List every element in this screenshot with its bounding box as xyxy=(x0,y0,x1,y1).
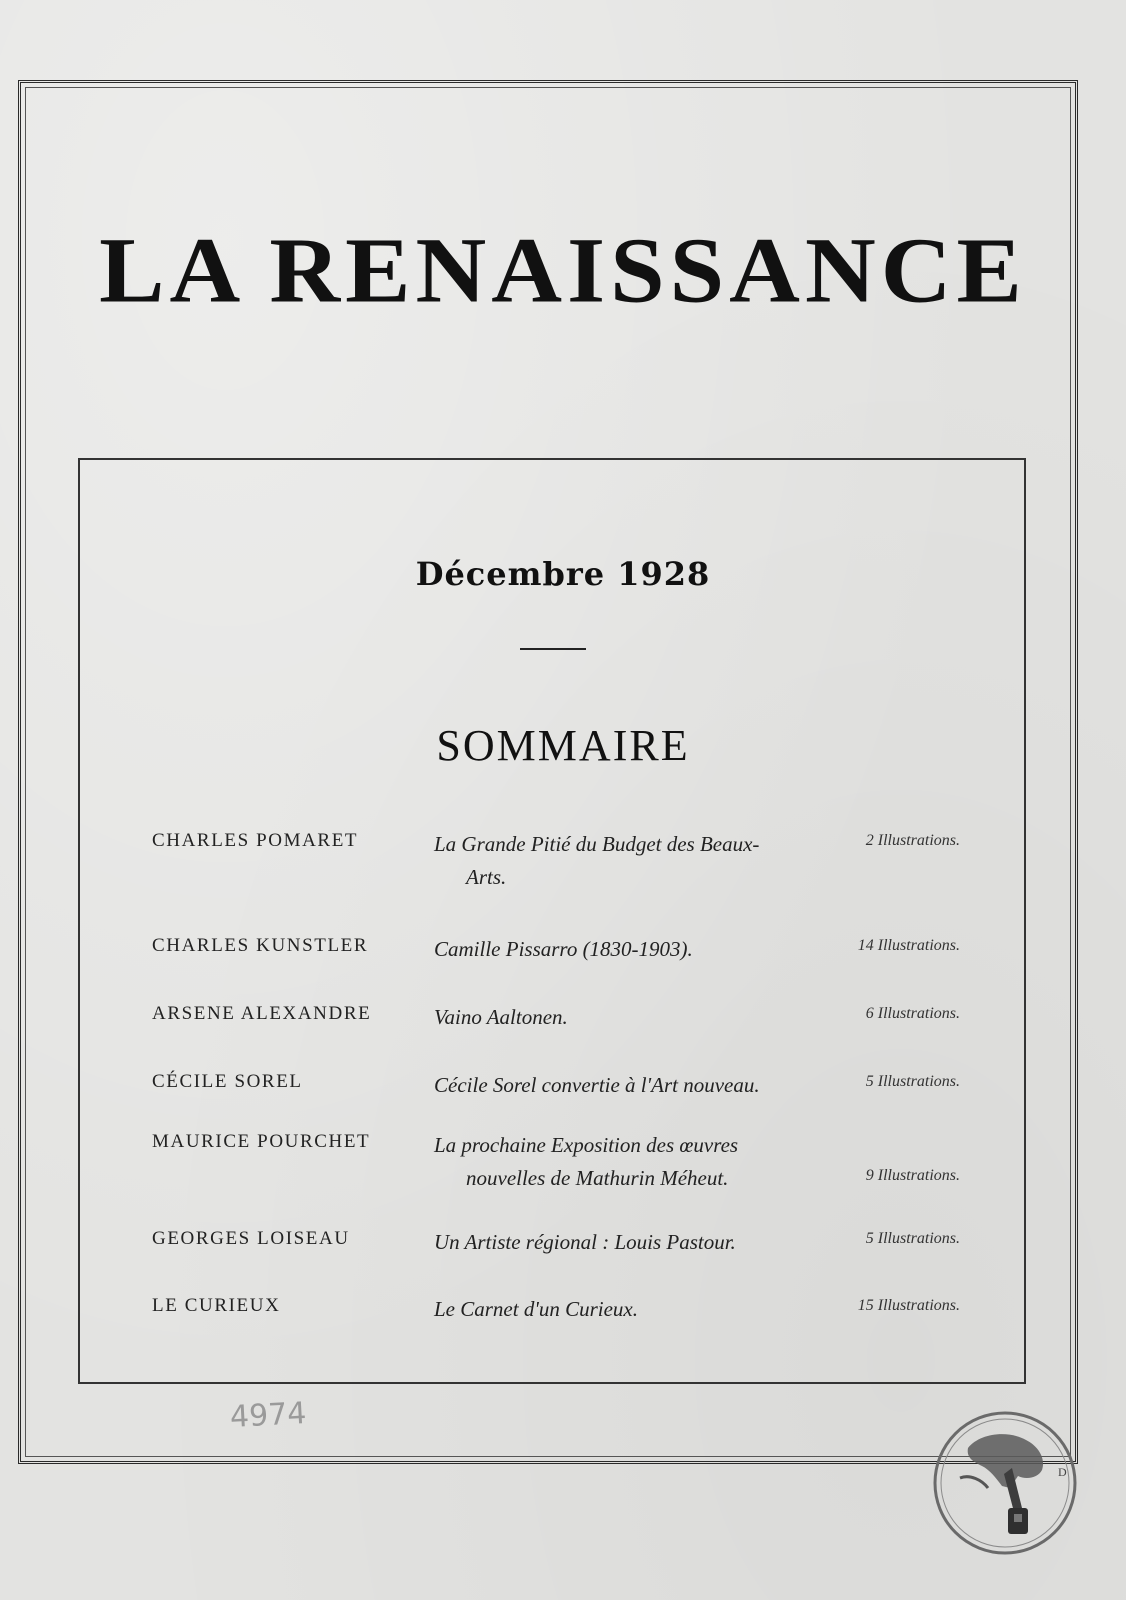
toc-author: CHARLES KUNSTLER xyxy=(152,935,369,956)
toc-title xyxy=(434,1001,804,1034)
toc-author: ARSENE ALEXANDRE xyxy=(152,1003,372,1024)
toc-title-line: Camille Pissarro (1830-1903). xyxy=(434,937,693,961)
toc-illustrations: 5 Illustrations. xyxy=(865,1073,960,1090)
toc-illustrations: 5 Illustrations. xyxy=(865,1230,960,1247)
toc-title xyxy=(434,1129,804,1195)
toc-title xyxy=(434,828,804,894)
masthead-title: LA RENAISSANCE xyxy=(99,219,1027,323)
toc-title-line: La prochaine Exposition des œuvres xyxy=(434,1133,739,1157)
handwritten-inventory-number: 4974 xyxy=(229,1396,308,1435)
toc-illustrations: 6 Illustrations. xyxy=(865,1005,960,1022)
issue-date: Décembre 1928 xyxy=(415,555,711,593)
toc-title xyxy=(434,1226,804,1259)
toc-author: CHARLES POMARET xyxy=(152,830,359,851)
toc-title xyxy=(434,1293,804,1326)
toc-title-line: Vaino Aaltonen. xyxy=(434,1005,568,1029)
toc-title xyxy=(434,933,804,966)
toc-author: CÉCILE SOREL xyxy=(152,1071,303,1092)
toc-title-continuation: Arts. xyxy=(466,865,507,889)
toc-title-line: Le Carnet d'un Curieux. xyxy=(434,1297,638,1321)
toc-illustrations: 2 Illustrations. xyxy=(865,832,960,849)
toc-title-line: Un Artiste régional : Louis Pastour. xyxy=(434,1230,736,1254)
toc-title-line: Cécile Sorel convertie à l'Art nouveau. xyxy=(434,1073,760,1097)
toc-illustrations: 15 Illustrations. xyxy=(857,1297,960,1314)
toc-title xyxy=(434,1069,804,1102)
toc-illustrations: 14 Illustrations. xyxy=(857,937,960,954)
stamp-letter: D xyxy=(1058,1465,1067,1479)
toc-title-line: La Grande Pitié du Budget des Beaux- xyxy=(434,832,760,856)
toc-author: MAURICE POURCHET xyxy=(152,1131,371,1152)
hand-holding-key-stamp-icon xyxy=(930,1408,1080,1558)
divider-rule xyxy=(520,648,586,650)
toc-title-continuation: nouvelles de Mathurin Méheut. xyxy=(466,1166,729,1190)
section-heading: SOMMAIRE xyxy=(436,721,690,770)
toc-author: GEORGES LOISEAU xyxy=(152,1228,350,1249)
toc-author: LE CURIEUX xyxy=(152,1295,281,1316)
toc-illustrations: 9 Illustrations. xyxy=(865,1167,960,1184)
